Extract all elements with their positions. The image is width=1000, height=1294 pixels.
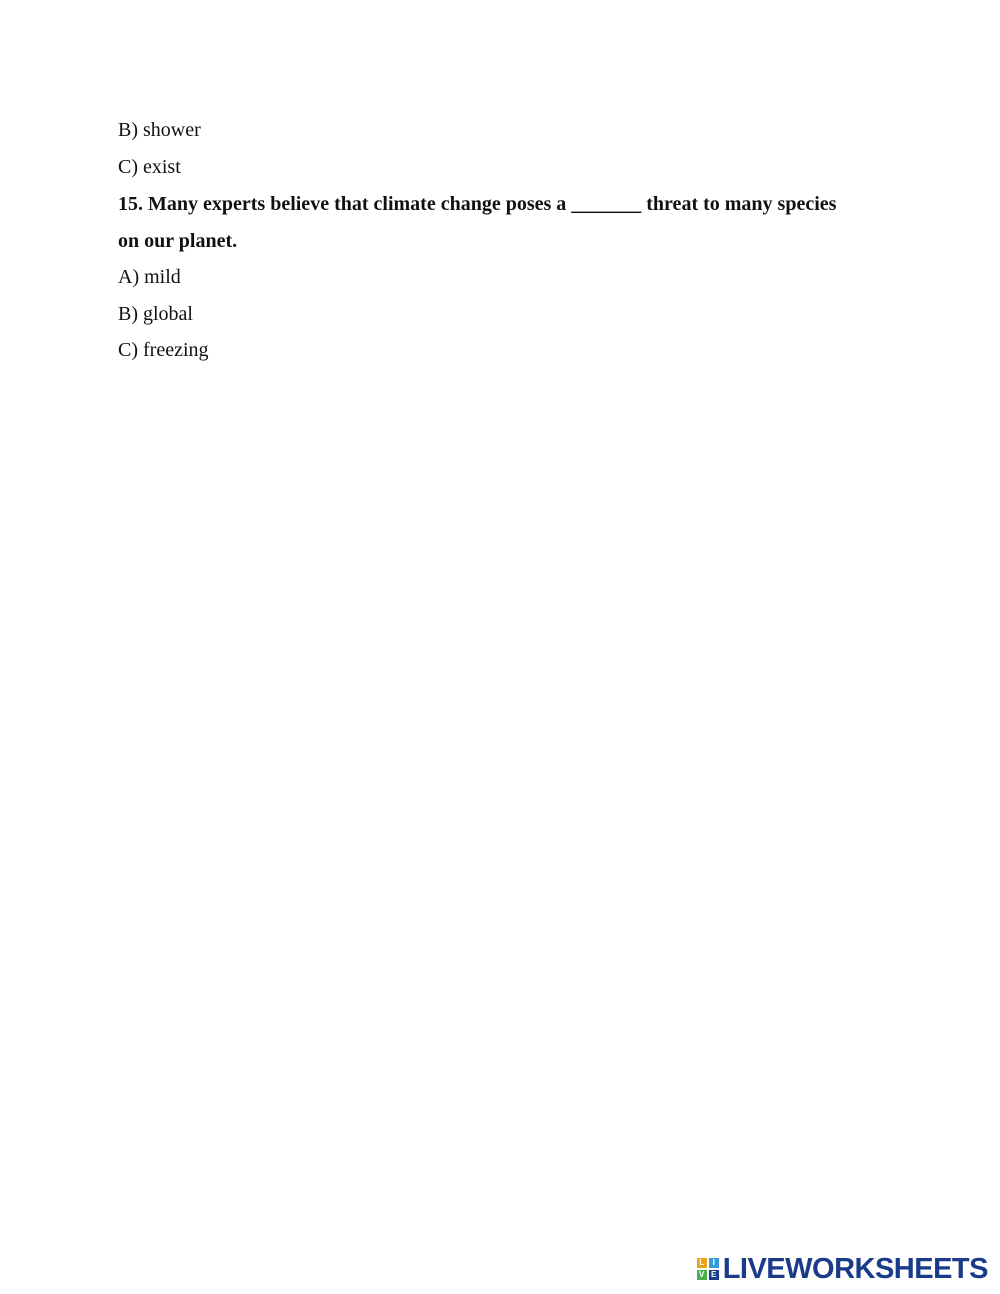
question-15-line-1: 15. Many experts believe that climate change poses a _______ threat to many species xyxy=(118,193,837,215)
option-b-global: B) global xyxy=(118,303,193,325)
liveworksheets-logo xyxy=(697,1253,988,1285)
option-c-freezing: C) freezing xyxy=(118,339,209,361)
option-a-mild: A) mild xyxy=(118,266,181,288)
liveworksheets-logo-icon: L I V E xyxy=(697,1258,719,1280)
question-15-line-2: on our planet. xyxy=(118,230,238,252)
liveworksheets-logo-text: LIVEWORKSHEETS xyxy=(722,1253,988,1285)
option-c-exist: C) exist xyxy=(118,156,181,178)
option-b-shower: B) shower xyxy=(118,119,201,141)
